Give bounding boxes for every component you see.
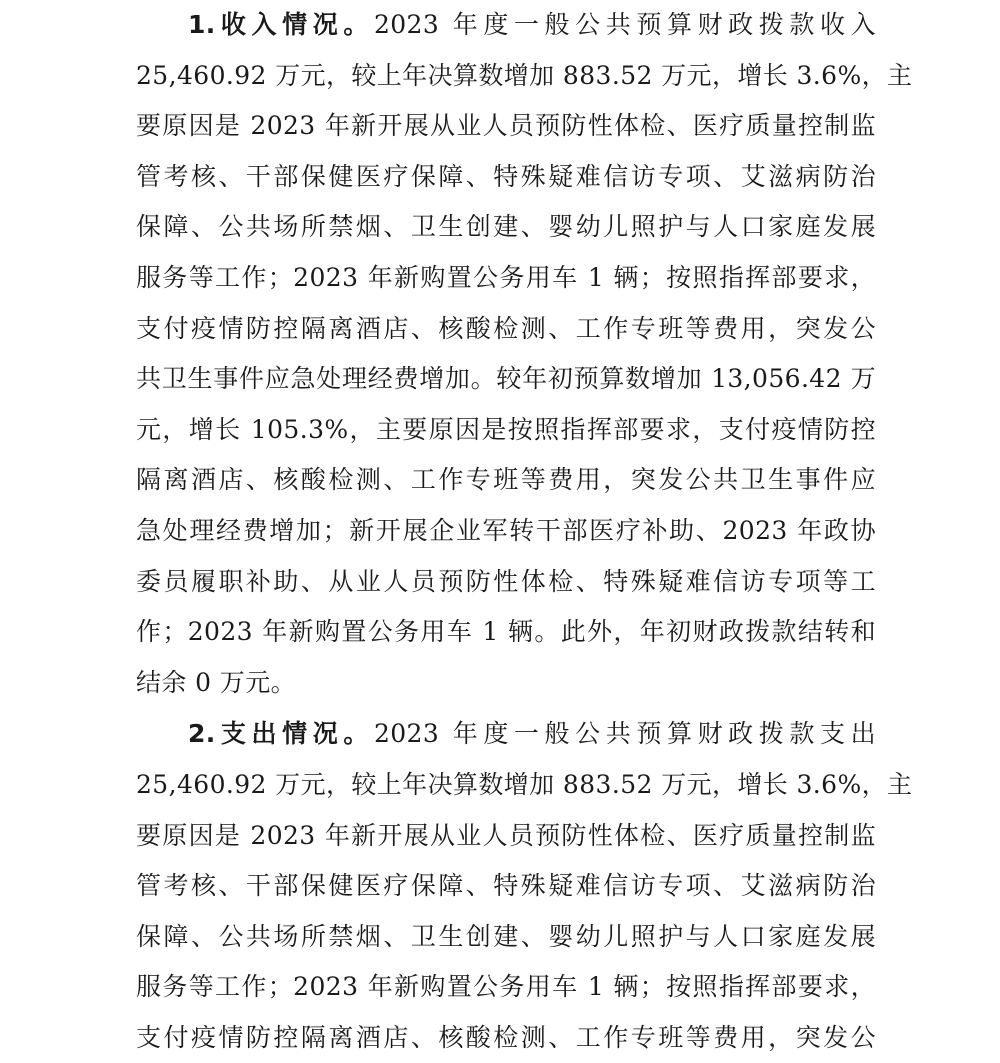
paragraph-income	[136, 0, 913, 708]
paragraph-line: 服务等工作；2023 年新购置公务用车 1 辆；按照指挥部要求，	[136, 972, 876, 1002]
paragraph-line: 支付疫情防控隔离酒店、核酸检测、工作专班等费用，突发公	[136, 313, 876, 343]
paragraph-line: 结余 0 万元。	[136, 667, 296, 697]
paragraph-expenditure	[136, 709, 913, 1063]
paragraph-line: 管考核、干部保健医疗保障、特殊疑难信访专项、艾滋病防治	[136, 161, 876, 191]
paragraph-line: 服务等工作；2023 年新购置公务用车 1 辆；按照指挥部要求，	[136, 262, 876, 292]
paragraph-line: 元，增长 105.3%，主要原因是按照指挥部要求，支付疫情防控	[136, 414, 876, 444]
paragraph-line: 急处理经费增加；新开展企业军转干部医疗补助、2023 年政协	[136, 515, 876, 545]
paragraph-line: 25,460.92 万元，较上年决算数增加 883.52 万元，增长 3.6%，主	[136, 60, 913, 90]
paragraph-line: 委员履职补助、从业人员预防性体检、特殊疑难信访专项等工	[136, 566, 876, 596]
paragraph-line: 共卫生事件应急处理经费增加。较年初预算数增加 13,056.42 万	[136, 364, 876, 394]
paragraph-line: 支付疫情防控隔离酒店、核酸检测、工作专班等费用，突发公	[136, 1022, 876, 1052]
paragraph-line: 隔离酒店、核酸检测、工作专班等费用，突发公共卫生事件应	[136, 465, 876, 495]
paragraph-line: 25,460.92 万元，较上年决算数增加 883.52 万元，增长 3.6%，主	[136, 769, 913, 799]
document-page	[136, 0, 913, 1063]
paragraph-line: 保障、公共场所禁烟、卫生创建、婴幼儿照护与人口家庭发展	[136, 212, 876, 242]
paragraph-line: 保障、公共场所禁烟、卫生创建、婴幼儿照护与人口家庭发展	[136, 921, 876, 951]
section-heading-expenditure: 2.支出情况。	[188, 719, 374, 749]
paragraph-line: 2.支出情况。2023 年度一般公共预算财政拨款支出	[188, 719, 876, 749]
section-heading-income: 1.收入情况。	[188, 10, 374, 39]
paragraph-line: 要原因是 2023 年新开展从业人员预防性体检、医疗质量控制监	[136, 820, 876, 850]
paragraph-line: 1.收入情况。2023 年度一般公共预算财政拨款收入	[188, 10, 876, 39]
paragraph-line: 作；2023 年新购置公务用车 1 辆。此外，年初财政拨款结转和	[136, 617, 876, 647]
paragraph-line: 要原因是 2023 年新开展从业人员预防性体检、医疗质量控制监	[136, 111, 876, 141]
paragraph-line: 管考核、干部保健医疗保障、特殊疑难信访专项、艾滋病防治	[136, 871, 876, 901]
